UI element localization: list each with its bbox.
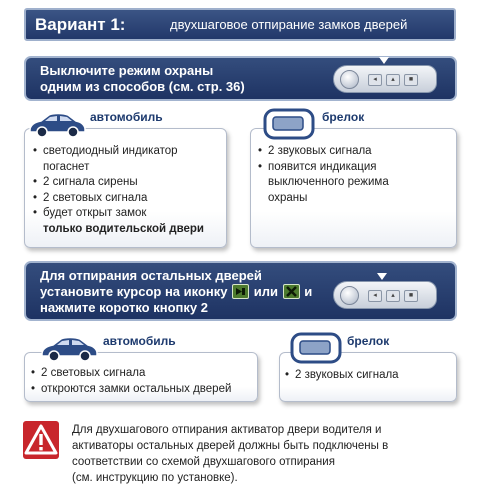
remote-button-up: ▴ [386, 290, 400, 302]
cursor-pointer-icon [377, 273, 387, 280]
remote-button-left: ◂ [368, 74, 382, 86]
panel-fob-label-2: брелок [347, 334, 390, 348]
x-door-icon [283, 284, 300, 299]
list-item: • 2 сигнала сирены [33, 175, 225, 191]
remote-button-square: ■ [404, 290, 418, 302]
key-fob-icon [290, 331, 342, 365]
step-1-line-2: одним из способов (см. стр. 36) [40, 79, 245, 94]
variant-subtitle: двухшаговое отпирание замков дверей [170, 17, 408, 32]
list-item: охраны [268, 191, 308, 204]
remote-knob [340, 286, 359, 305]
list-item: • 2 звуковых сигнала [258, 144, 453, 160]
panel-fob-label-1: брелок [322, 110, 365, 124]
step-2-box [24, 261, 457, 321]
panel-car-label-2: автомобиль [103, 334, 176, 348]
step-1-box [24, 56, 457, 101]
step-1-text [40, 63, 245, 95]
car-result-list-1 [33, 144, 225, 237]
step-2-line-2 [40, 284, 312, 300]
list-item: • откроются замки остальных дверей [31, 382, 257, 398]
key-fob-icon [263, 107, 315, 141]
car-result-list-2 [31, 366, 257, 397]
car-icon [27, 108, 87, 138]
warning-triangle-icon [23, 421, 59, 459]
fob-result-list-1 [258, 144, 453, 206]
list-item: • будет открыт замок [33, 206, 225, 222]
list-item: • появится индикация [258, 160, 453, 176]
warning-line-3: соответствии со схемой двухшагового отпирания [72, 456, 335, 468]
list-item: погаснет [43, 160, 90, 173]
fob-result-list-2 [285, 368, 453, 384]
section-header [24, 8, 456, 41]
step-1-line-1: Выключите режим охраны [40, 63, 214, 78]
remote-control-icon [333, 281, 437, 309]
list-item: • 2 световых сигнала [31, 366, 257, 382]
variant-title: Вариант 1: [35, 14, 126, 34]
warning-text [72, 422, 388, 486]
warning-line-4: (см. инструкцию по установке). [72, 472, 238, 484]
list-item: • 2 световых сигнала [33, 191, 225, 207]
step-2-line-1: Для отпирания остальных дверей [40, 268, 262, 283]
panel-car-label-1: автомобиль [90, 110, 163, 124]
step-2-line-3: нажмите коротко кнопку 2 [40, 300, 208, 315]
step-2-text [40, 268, 312, 316]
warning-box [23, 421, 59, 459]
remote-knob [340, 70, 359, 89]
arrow-door-icon [232, 284, 249, 299]
remote-button-up: ▴ [386, 74, 400, 86]
cursor-pointer-icon [379, 57, 389, 64]
list-item: • светодиодный индикатор [33, 144, 225, 160]
step-2-line-2-c: и [304, 284, 313, 299]
list-item: выключенного режима [268, 176, 389, 188]
remote-button-left: ◂ [368, 290, 382, 302]
warning-line-1: Для двухшагового отпирания активатор двери водителя и [72, 424, 382, 436]
list-item: • 2 звуковых сигнала [285, 368, 453, 384]
warning-line-2: активаторы остальных дверей должны быть подключены в [72, 440, 389, 452]
step-2-line-2-b: или [253, 284, 278, 299]
remote-control-icon [333, 65, 437, 93]
car-icon [39, 332, 99, 362]
step-2-line-2-a: установите курсор на иконку [40, 284, 228, 299]
remote-button-square: ■ [404, 74, 418, 86]
list-item: только водительской двери [43, 222, 204, 235]
